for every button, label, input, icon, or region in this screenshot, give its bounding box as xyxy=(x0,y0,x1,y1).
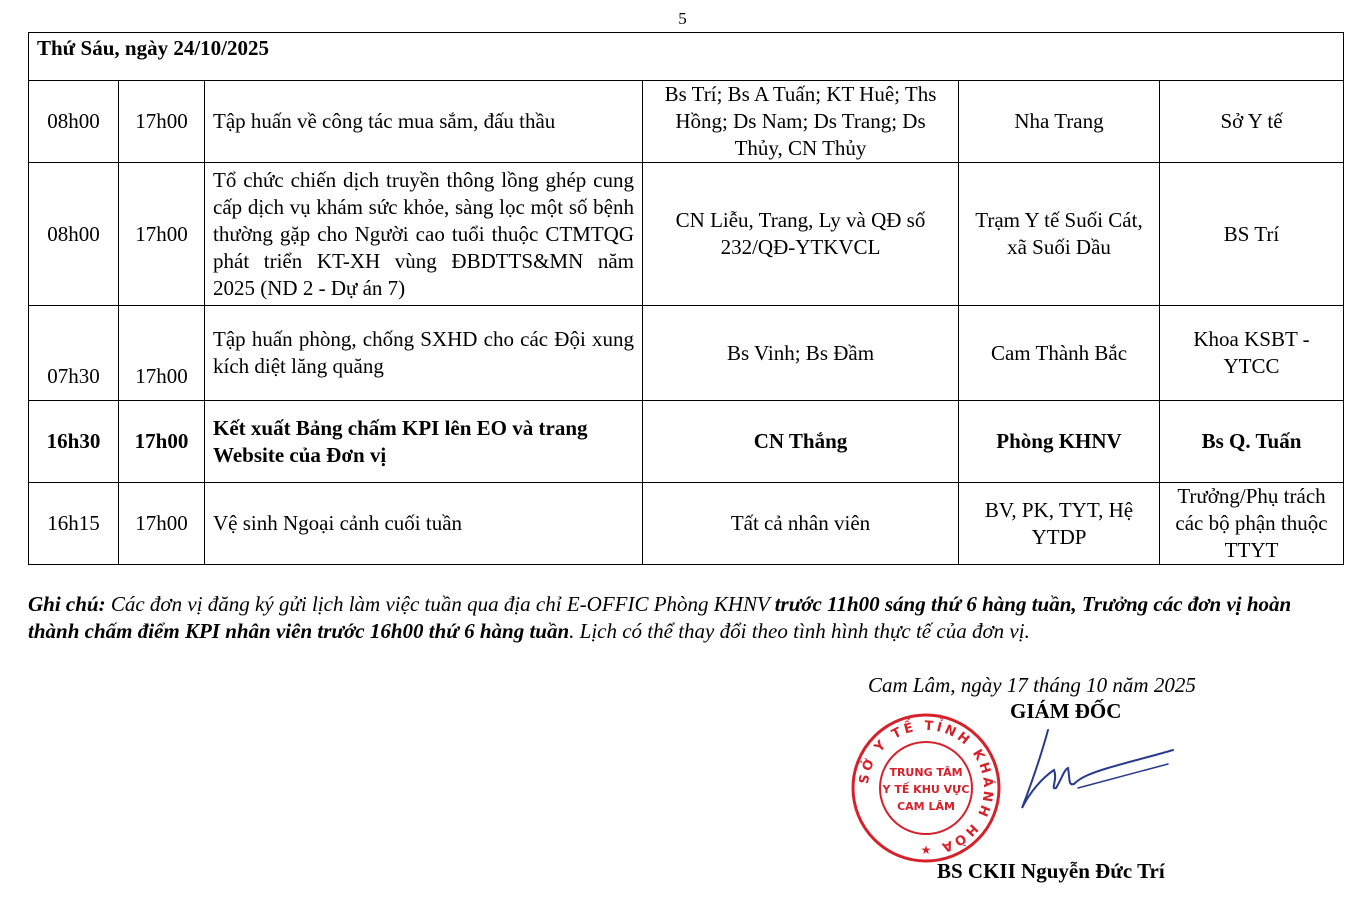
stamp-outer-text: SỞ Y TẾ TỈNH KHÁNH HÒA xyxy=(856,718,996,856)
host-cell: Sở Y tế xyxy=(1160,81,1344,163)
note-deadline: trước 11h00 sáng thứ 6 hàng tuần, Trưởng các đơn vị hoàn thành chấm điểm KPI nhân viên trước 16h00 thứ 6 hàng tuần xyxy=(28,592,1292,643)
location-cell: Nha Trang xyxy=(959,81,1160,163)
note-text: Các đơn vị đăng ký gửi lịch làm việc tuần qua địa chỉ E-OFFIC Phòng KHNV xyxy=(105,592,775,616)
end-time: 17h00 xyxy=(119,163,205,306)
day-header: Thứ Sáu, ngày 24/10/2025 xyxy=(29,33,1344,81)
participants-cell: Bs Vinh; Bs Đầm xyxy=(643,306,959,401)
stamp-line-3: CAM LÂM xyxy=(897,800,955,813)
signature-underline xyxy=(1078,764,1168,788)
note-text-end: . Lịch có thể thay đổi theo tình hình thực tế của đơn vị. xyxy=(569,619,1030,643)
content-cell: Vệ sinh Ngoại cảnh cuối tuần xyxy=(205,483,643,565)
start-time: 16h30 xyxy=(29,401,119,483)
place-date: Cam Lâm, ngày 17 tháng 10 năm 2025 xyxy=(868,673,1196,697)
end-time: 17h00 xyxy=(119,81,205,163)
participants-cell: CN Thắng xyxy=(643,401,959,483)
host-cell: BS Trí xyxy=(1160,163,1344,306)
end-time: 17h00 xyxy=(119,306,205,401)
start-time: 08h00 xyxy=(29,163,119,306)
schedule-table xyxy=(28,32,1344,565)
star-icon: ★ xyxy=(920,843,932,857)
stamp-line-2: Y TẾ KHU VỰC xyxy=(882,783,970,796)
day-header-row xyxy=(29,33,1344,81)
participants-cell: Bs Trí; Bs A Tuấn; KT Huê; Ths Hồng; Ds Nam; Ds Trang; Ds Thủy, CN Thủy xyxy=(643,81,959,163)
start-time: 07h30 xyxy=(29,306,119,401)
location-cell: Trạm Y tế Suối Cát, xã Suối Dầu xyxy=(959,163,1160,306)
note-label: Ghi chú: xyxy=(28,592,106,616)
official-stamp xyxy=(850,712,1002,864)
start-time: 16h15 xyxy=(29,483,119,565)
location-cell: Cam Thành Bắc xyxy=(959,306,1160,401)
content-cell: Tập huấn về công tác mua sắm, đấu thầu xyxy=(205,81,643,163)
content-cell: Kết xuất Bảng chấm KPI lên EO và trang Website của Đơn vị xyxy=(205,401,643,483)
host-cell: Khoa KSBT - YTCC xyxy=(1160,306,1344,401)
participants-cell: CN Liễu, Trang, Ly và QĐ số 232/QĐ-YTKVCL xyxy=(643,163,959,306)
page-number: 5 xyxy=(678,9,687,28)
footnote xyxy=(28,591,1343,645)
table-row xyxy=(29,163,1344,306)
location-cell: BV, PK, TYT, Hệ YTDP xyxy=(959,483,1160,565)
host-cell: Trưởng/Phụ trách các bộ phận thuộc TTYT xyxy=(1160,483,1344,565)
table-row xyxy=(29,306,1344,401)
location-cell: Phòng KHNV xyxy=(959,401,1160,483)
content-cell: Tập huấn phòng, chống SXHD cho các Đội xung kích diệt lăng quăng xyxy=(205,306,643,401)
handwritten-signature xyxy=(1018,722,1178,822)
signer-name: BS CKII Nguyễn Đức Trí xyxy=(937,859,1165,883)
end-time: 17h00 xyxy=(119,401,205,483)
participants-cell: Tất cả nhân viên xyxy=(643,483,959,565)
content-cell: Tổ chức chiến dịch truyền thông lồng ghép cung cấp dịch vụ khám sức khỏe, sàng lọc một số bệnh thường gặp cho Người cao tuổi thuộc CTMTQG phát triển KT-XH vùng ĐBDTTS&MN năm 2025 (ND 2 - Dự án 7) xyxy=(205,163,643,306)
table-row xyxy=(29,483,1344,565)
start-time: 08h00 xyxy=(29,81,119,163)
signer-title: GIÁM ĐỐC xyxy=(1010,699,1122,723)
stamp-line-1: TRUNG TÂM xyxy=(889,766,963,779)
table-row xyxy=(29,401,1344,483)
host-cell: Bs Q. Tuấn xyxy=(1160,401,1344,483)
table-row xyxy=(29,81,1344,163)
end-time: 17h00 xyxy=(119,483,205,565)
